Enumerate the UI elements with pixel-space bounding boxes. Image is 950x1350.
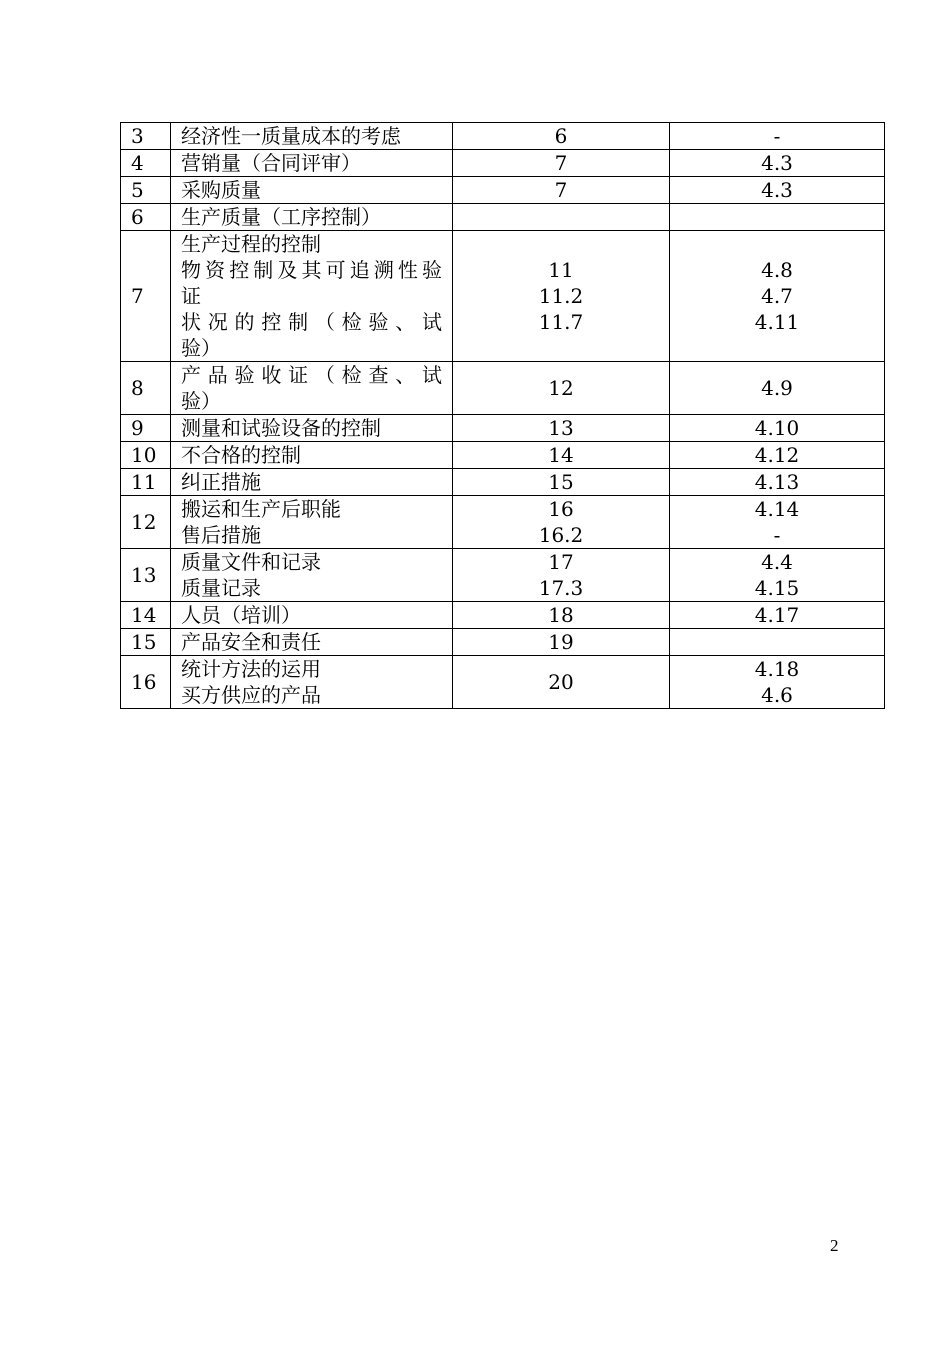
ref-a-line: 16.2 — [538, 523, 584, 547]
clause-ref-b — [670, 629, 885, 656]
name-line: 生产过程的控制 — [181, 232, 321, 256]
clause-ref-a — [453, 362, 670, 415]
clause-ref-a — [453, 204, 670, 231]
ref-a-line: 11.7 — [538, 310, 584, 334]
ref-b-line: 4.4 — [761, 550, 793, 574]
name-line: 证 — [181, 284, 201, 308]
clause-ref-a — [453, 150, 670, 177]
ref-b-line: 4.3 — [761, 151, 793, 175]
ref-a-line: 12 — [548, 376, 574, 400]
table-row — [121, 150, 885, 177]
clause-ref-a — [453, 602, 670, 629]
element-name — [171, 231, 453, 362]
row-number: 3 — [121, 123, 171, 150]
name-line: 采购质量 — [181, 178, 261, 202]
name-line: 产品验收证（检查、试 — [181, 363, 442, 387]
element-name — [171, 656, 453, 709]
ref-a-line: 11 — [548, 258, 574, 282]
ref-b-line: 4.11 — [754, 310, 800, 334]
clause-ref-a — [453, 123, 670, 150]
name-line: 人员（培训） — [181, 603, 301, 627]
ref-a-line: 19 — [548, 630, 574, 654]
row-number: 13 — [121, 549, 171, 602]
element-name — [171, 204, 453, 231]
ref-b-line: - — [773, 523, 781, 547]
name-line: 售后措施 — [181, 523, 261, 547]
clause-ref-b — [670, 204, 885, 231]
row-number: 15 — [121, 629, 171, 656]
ref-b-line: 4.17 — [754, 603, 800, 627]
name-line: 验） — [181, 336, 221, 360]
ref-a-line: 13 — [548, 416, 574, 440]
element-name — [171, 123, 453, 150]
table-row — [121, 415, 885, 442]
ref-b-line: 4.18 — [754, 657, 800, 681]
row-number: 10 — [121, 442, 171, 469]
name-line: 经济性一质量成本的考虑 — [181, 124, 401, 148]
table-row — [121, 629, 885, 656]
name-line: 产品安全和责任 — [181, 630, 321, 654]
ref-a-line: 16 — [548, 497, 574, 521]
table-row — [121, 549, 885, 602]
clause-ref-a — [453, 629, 670, 656]
name-line: 物资控制及其可追溯性验 — [181, 258, 442, 282]
ref-a-line: 7 — [554, 151, 568, 175]
ref-b-line: 4.10 — [754, 416, 800, 440]
name-line: 搬运和生产后职能 — [181, 497, 341, 521]
ref-b-line: 4.12 — [754, 443, 800, 467]
ref-a-line: 14 — [548, 443, 574, 467]
name-line: 质量文件和记录 — [181, 550, 321, 574]
ref-b-line: 4.3 — [761, 178, 793, 202]
clause-ref-a — [453, 177, 670, 204]
clause-ref-a — [453, 415, 670, 442]
row-number: 16 — [121, 656, 171, 709]
name-line: 统计方法的运用 — [181, 657, 321, 681]
clause-ref-b — [670, 496, 885, 549]
clause-ref-b — [670, 123, 885, 150]
element-name — [171, 362, 453, 415]
element-name — [171, 469, 453, 496]
element-name — [171, 549, 453, 602]
ref-b-line: 4.14 — [754, 497, 800, 521]
table-row — [121, 442, 885, 469]
element-name — [171, 602, 453, 629]
clause-ref-a — [453, 549, 670, 602]
name-line: 生产质量（工序控制） — [181, 205, 381, 229]
ref-a-line: 6 — [554, 124, 568, 148]
name-line: 不合格的控制 — [181, 443, 301, 467]
element-name — [171, 177, 453, 204]
row-number: 14 — [121, 602, 171, 629]
clause-ref-b — [670, 231, 885, 362]
clause-ref-b — [670, 150, 885, 177]
clause-ref-b — [670, 469, 885, 496]
name-line: 验） — [181, 389, 221, 413]
row-number: 7 — [121, 231, 171, 362]
clause-ref-b — [670, 656, 885, 709]
clause-ref-b — [670, 602, 885, 629]
element-name — [171, 496, 453, 549]
name-line: 买方供应的产品 — [181, 683, 321, 707]
ref-b-line: 4.8 — [761, 258, 793, 282]
row-number: 12 — [121, 496, 171, 549]
row-number: 5 — [121, 177, 171, 204]
element-name — [171, 415, 453, 442]
clause-ref-a — [453, 496, 670, 549]
row-number: 6 — [121, 204, 171, 231]
table-row — [121, 656, 885, 709]
table-row — [121, 177, 885, 204]
name-line: 纠正措施 — [181, 470, 261, 494]
clause-ref-b — [670, 415, 885, 442]
clause-ref-b — [670, 549, 885, 602]
table-row — [121, 204, 885, 231]
ref-a-line: 20 — [548, 670, 574, 694]
table-row — [121, 496, 885, 549]
row-number: 4 — [121, 150, 171, 177]
row-number: 9 — [121, 415, 171, 442]
clause-ref-a — [453, 656, 670, 709]
table-row — [121, 362, 885, 415]
clause-ref-a — [453, 469, 670, 496]
ref-a-line: 15 — [548, 470, 574, 494]
clause-ref-b — [670, 177, 885, 204]
table-row — [121, 602, 885, 629]
element-name — [171, 150, 453, 177]
clause-ref-a — [453, 442, 670, 469]
table-row — [121, 123, 885, 150]
table-row — [121, 231, 885, 362]
name-line: 营销量（合同评审） — [181, 151, 361, 175]
ref-b-line: 4.6 — [761, 683, 793, 707]
ref-b-line: 4.15 — [754, 576, 800, 600]
ref-b-line: - — [773, 124, 781, 148]
table-body — [121, 123, 885, 709]
clause-ref-b — [670, 362, 885, 415]
name-line: 质量记录 — [181, 576, 261, 600]
table-row — [121, 469, 885, 496]
name-line: 测量和试验设备的控制 — [181, 416, 381, 440]
page-number: 2 — [830, 1236, 839, 1255]
clause-ref-a — [453, 231, 670, 362]
quality-elements-table — [120, 122, 885, 709]
ref-a-line: 17.3 — [538, 576, 584, 600]
ref-b-line: 4.7 — [761, 284, 793, 308]
ref-b-line: 4.13 — [754, 470, 800, 494]
row-number: 11 — [121, 469, 171, 496]
element-name — [171, 442, 453, 469]
element-name — [171, 629, 453, 656]
row-number: 8 — [121, 362, 171, 415]
ref-a-line: 7 — [554, 178, 568, 202]
ref-a-line: 18 — [548, 603, 574, 627]
ref-a-line: 11.2 — [538, 284, 584, 308]
ref-b-line: 4.9 — [761, 376, 793, 400]
ref-a-line: 17 — [548, 550, 574, 574]
name-line: 状况的控制（检验、试 — [181, 310, 442, 334]
clause-ref-b — [670, 442, 885, 469]
